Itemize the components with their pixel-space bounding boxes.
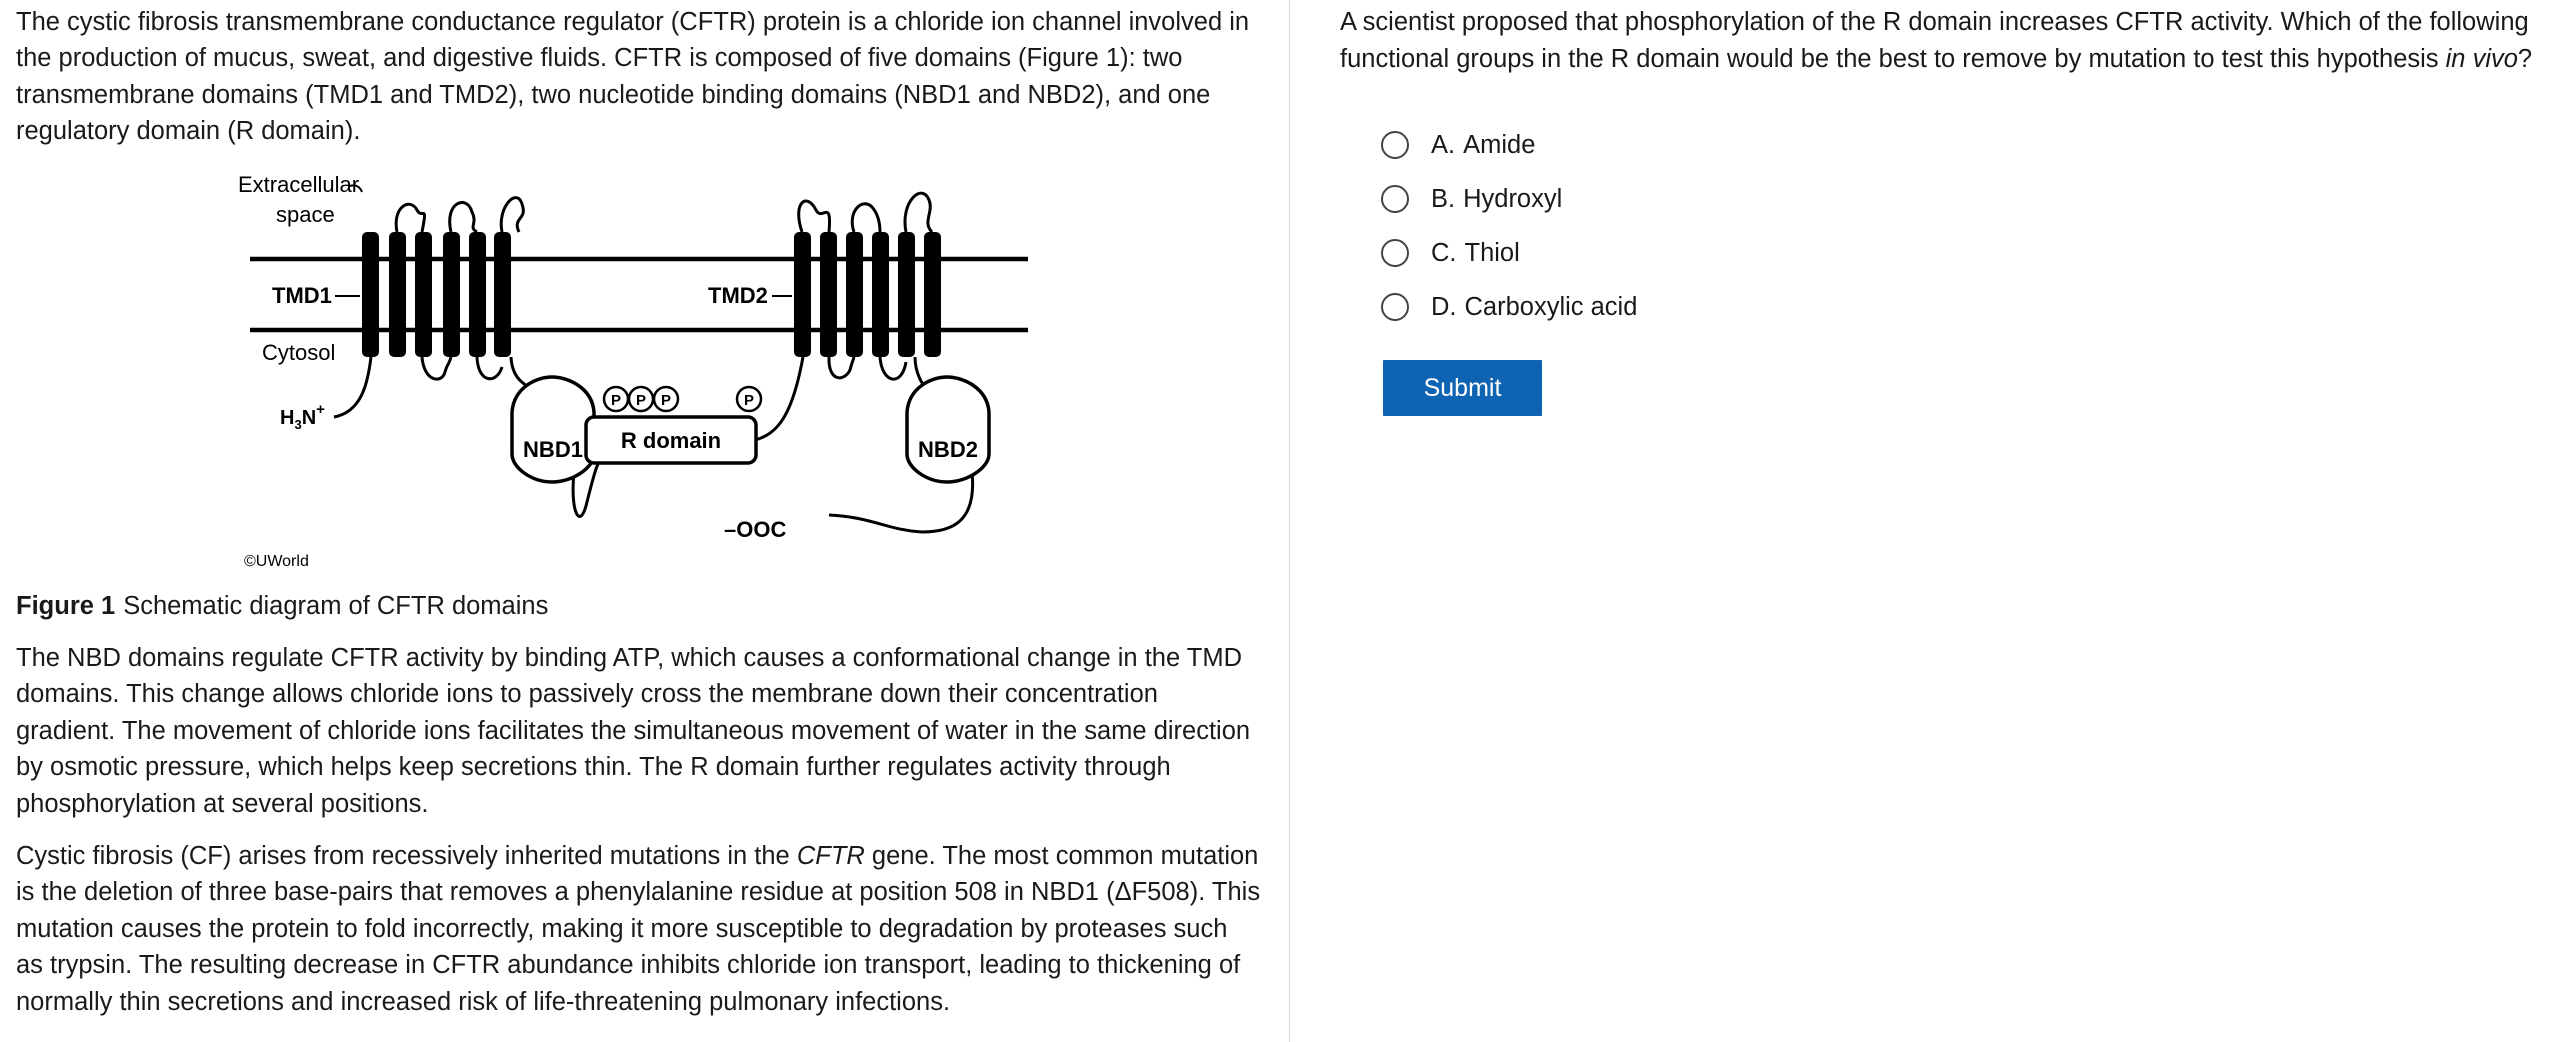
passage-paragraph-3: Cystic fibrosis (CF) arises from recessively inherited mutations in the CFTR gene. The most common mutation is the deletion of three base-pairs that removes a phenylalanine residue at position 508 in NBD1 (ΔF508). This mutation causes the protein to fold incorrectly, making it more susceptible to degradation by proteases such as trypsin. The resulting decrease in CFTR abundance inhibits chloride ion transport, leading to thickening of normally thin secretions and increased risk of life-threatening pulmonary infections. xyxy=(16,842,1261,1016)
radio-d[interactable] xyxy=(1381,293,1409,321)
passage-paragraph-1: The cystic fibrosis transmembrane conductance regulator (CFTR) protein is a chloride ion channel involved in the production of mucus, sweat, and digestive fluids. CFTR is composed of five domains (Figure 1): two transmembrane domains (TMD1 and TMD2), two nucleotide binding domains (NBD1 and NBD2), and one regulatory domain (R domain). xyxy=(16,8,1250,146)
r-domain-label: R domain xyxy=(620,428,722,453)
option-d-text: Carboxylic acid xyxy=(1464,292,1638,321)
tmd2-helices xyxy=(794,232,941,357)
tmd1-helices xyxy=(362,232,511,357)
in-vivo-term: in vivo xyxy=(2445,45,2518,73)
passage-paragraph-2: The NBD domains regulate CFTR activity by binding ATP, which causes a conformational change in the TMD domains. This change allows chloride ions to passively cross the membrane down their concentration gradient. The movement of chloride ions facilitates the simultaneous movement of water in the same direction by osmotic pressure, which helps keep secretions thin. The R domain further regulates activity through phosphorylation at several positions. xyxy=(16,644,1251,818)
nbd2-label: NBD2 xyxy=(918,437,978,462)
figure-caption xyxy=(16,588,548,624)
phosphate-label-1: P xyxy=(610,392,622,409)
option-c-letter: C. xyxy=(1431,238,1457,267)
radio-c[interactable] xyxy=(1381,239,1409,267)
option-d[interactable] xyxy=(1381,280,1637,334)
question-stem: A scientist proposed that phosphorylation of the R domain increases CFTR activity. Which of the following functional groups in the R domain would be the best to remove by mutation to test this hypothesis in vivo? xyxy=(1340,8,2533,73)
answer-options xyxy=(1381,118,1637,334)
submit-button[interactable]: Submit xyxy=(1383,360,1542,416)
phosphate-label-4: P xyxy=(743,392,755,409)
option-c-text: Thiol xyxy=(1464,238,1520,267)
nbd1-shape xyxy=(512,377,594,482)
copyright-label: ©UWorld xyxy=(244,553,309,570)
radio-a[interactable] xyxy=(1381,131,1409,159)
option-a-letter: A. xyxy=(1431,130,1456,159)
phosphate-label-3: P xyxy=(660,392,672,409)
option-a[interactable] xyxy=(1381,118,1637,172)
radio-b[interactable] xyxy=(1381,185,1409,213)
nbd1-label: NBD1 xyxy=(523,437,583,462)
option-d-letter: D. xyxy=(1431,292,1457,321)
option-c[interactable] xyxy=(1381,226,1637,280)
figure-caption-label: Figure 1 xyxy=(16,592,116,620)
c-terminus-label: –OOC xyxy=(724,517,787,542)
n-terminus-label: $H_3N^+$ xyxy=(280,401,325,432)
option-a-text: Amide xyxy=(1463,130,1536,159)
option-b-letter: B. xyxy=(1431,184,1456,213)
gene-name: CFTR xyxy=(796,842,865,870)
option-b-text: Hydroxyl xyxy=(1463,184,1563,213)
cytosol-label: Cytosol xyxy=(262,340,336,365)
tmd1-label: TMD1 xyxy=(272,283,332,308)
cftr-domain-diagram xyxy=(232,172,1032,572)
extracellular-label: Extracellular xyxy=(238,172,360,197)
option-b[interactable] xyxy=(1381,172,1637,226)
phosphate-label-2: P xyxy=(635,392,647,409)
tmd2-label: TMD2 xyxy=(708,283,768,308)
extracellular-label-2: space xyxy=(276,202,335,227)
figure-caption-text: Schematic diagram of CFTR domains xyxy=(123,592,549,620)
nbd2-shape xyxy=(907,377,989,482)
